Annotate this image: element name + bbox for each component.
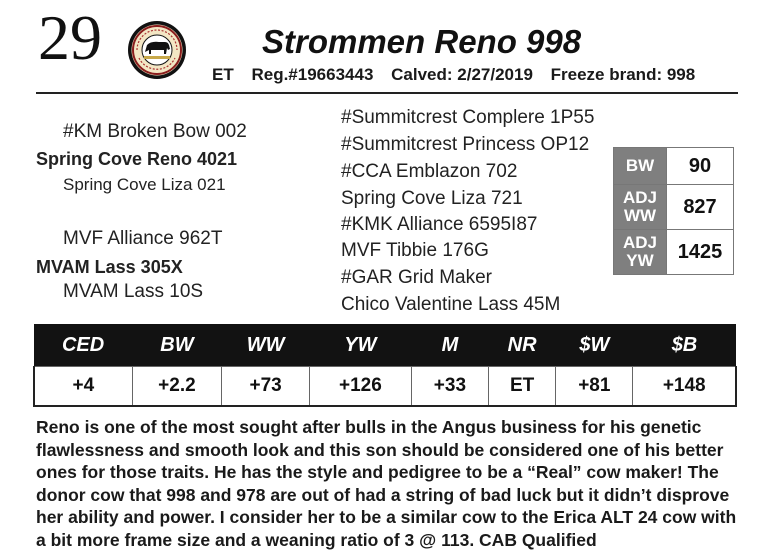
pedigree-dam-sire: MVF Alliance 962T xyxy=(63,228,223,249)
actual-label xyxy=(614,185,667,230)
registration-line xyxy=(212,64,708,86)
pedigree-outer-4: Spring Cove Liza 721 xyxy=(341,188,523,209)
pedigree-dam: MVAM Lass 305X xyxy=(36,257,183,277)
actual-label xyxy=(614,230,667,275)
epd-value: +33 xyxy=(411,367,488,407)
epd-header: $W xyxy=(556,324,633,367)
pedigree-outer-7: #GAR Grid Maker xyxy=(341,267,492,288)
pedigree-sire-dam: Spring Cove Liza 021 xyxy=(63,175,226,194)
pedigree-outer-8: Chico Valentine Lass 45M xyxy=(341,294,561,315)
actual-weights-table xyxy=(613,147,734,275)
actual-row-adj-yw xyxy=(614,230,734,275)
pedigree-outer-1: #Summitcrest Complere 1P55 xyxy=(341,107,595,128)
registration-number: Reg.#19663443 xyxy=(251,65,374,84)
epd-header: YW xyxy=(309,324,411,367)
calved-date: Calved: 2/27/2019 xyxy=(391,65,533,84)
epd-table xyxy=(33,324,737,407)
epd-value: +148 xyxy=(633,367,736,407)
actual-label-line: WW xyxy=(623,206,657,225)
pedigree-outer-6: MVF Tibbie 176G xyxy=(341,240,489,261)
lot-number: 29 xyxy=(38,2,102,73)
epd-value: +126 xyxy=(309,367,411,407)
actual-label-line: ADJ xyxy=(622,188,657,207)
epd-header: NR xyxy=(489,324,556,367)
epd-header: BW xyxy=(132,324,222,367)
breed-seal-logo xyxy=(127,20,187,80)
et-flag: ET xyxy=(212,65,234,84)
actual-label: BW xyxy=(614,148,667,185)
lot-description: Reno is one of the most sought after bulls in the Angus business for his genetic flawlessness and smooth look and this son should be considered one of his better ones for those traits. He has the style and pedigree to be a “Real” cow maker! The donor cow that 998 and 978 are out of had a string of bad luck but it didn’t disprove her ability and power. I consider her to be a similar cow to the Erica ALT 24 cow with a bit more frame size and a weaning ratio of 3 @ 113. CAB Qualified xyxy=(36,417,737,550)
actual-value: 827 xyxy=(667,185,734,230)
pedigree-outer-5: #KMK Alliance 6595I87 xyxy=(341,214,538,235)
actual-row-bw xyxy=(614,148,734,185)
epd-value: +73 xyxy=(222,367,310,407)
epd-header-row xyxy=(34,324,736,367)
epd-value: +81 xyxy=(556,367,633,407)
epd-value: +2.2 xyxy=(132,367,222,407)
pedigree-outer-2: #Summitcrest Princess OP12 xyxy=(341,134,590,155)
pedigree-outer-3: #CCA Emblazon 702 xyxy=(341,161,518,182)
actual-row-adj-ww xyxy=(614,185,734,230)
epd-values-row xyxy=(34,367,736,407)
pedigree-sire: Spring Cove Reno 4021 xyxy=(36,149,238,169)
epd-header: CED xyxy=(34,324,132,367)
pedigree-sire-sire: #KM Broken Bow 002 xyxy=(63,121,247,142)
freeze-brand: Freeze brand: 998 xyxy=(550,65,696,84)
epd-header: M xyxy=(411,324,488,367)
epd-header: WW xyxy=(222,324,310,367)
actual-label-line: YW xyxy=(626,251,654,270)
epd-value: ET xyxy=(489,367,556,407)
epd-header: $B xyxy=(633,324,736,367)
pedigree-dam-dam: MVAM Lass 10S xyxy=(63,281,204,302)
actual-value: 90 xyxy=(667,148,734,185)
header-divider xyxy=(36,92,738,94)
animal-name-title: Strommen Reno 998 xyxy=(262,23,582,60)
epd-value: +4 xyxy=(34,367,132,407)
actual-label-line: ADJ xyxy=(622,233,657,252)
actual-value: 1425 xyxy=(667,230,734,275)
